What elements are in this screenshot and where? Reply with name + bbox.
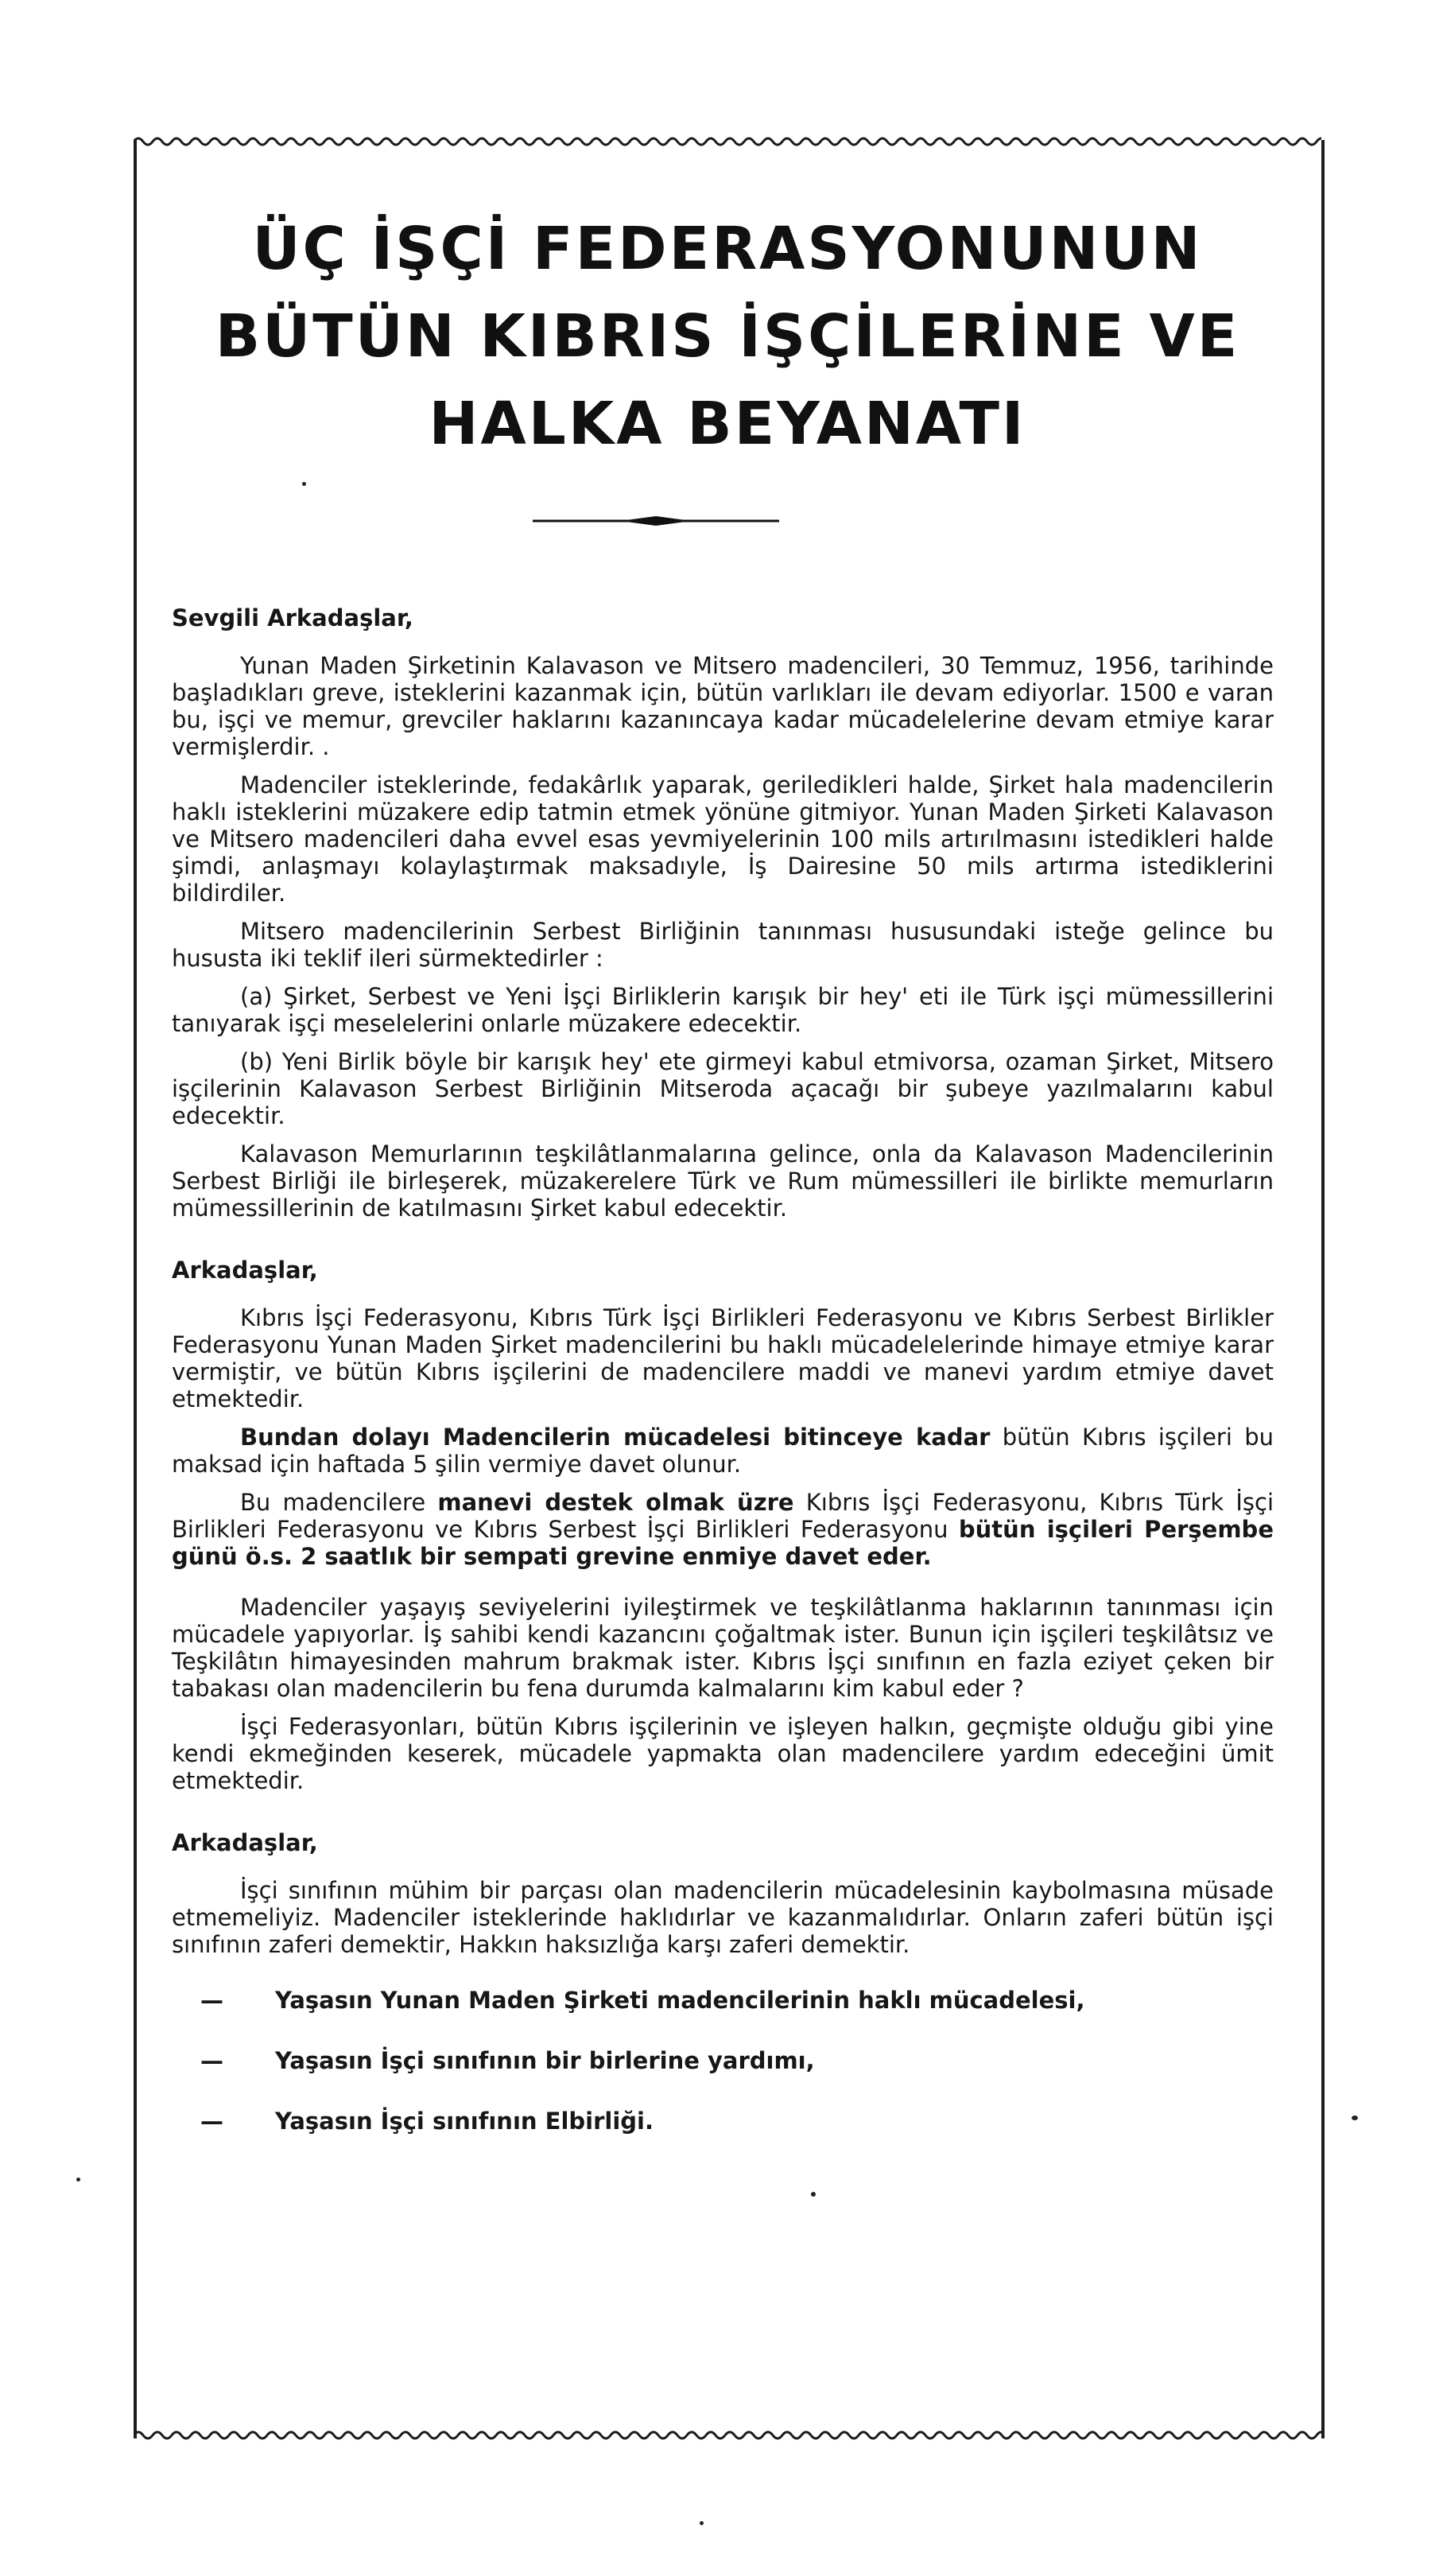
print-speck bbox=[1352, 2116, 1358, 2120]
slogan-dash: — bbox=[200, 2047, 223, 2074]
salutation-heading: Sevgili Arkadaşlar, bbox=[172, 604, 413, 631]
paragraph-officials: Kalavason Memurlarının teşkilâtlanmalarına gelince, onla da Kalavason Madencilerinin Serbest Birliği ile birleşerek, müzakerelere Türk ve Rum mümessilleri ile birlikte memurların mümessillerinin de katılmasını Şirket kabul edecektir. bbox=[172, 1140, 1274, 1222]
top-wavy-border bbox=[134, 134, 1321, 150]
sympathy-text-b: Kıbrıs İşçi Federasyonu, Kıbrıs Türk İşçi Birlikleri Federasyonu ve Kıbrıs Serbest İşçi Birlikleri Federasyonu bbox=[172, 1489, 1274, 1543]
slogan-text: Yaşasın İşçi sınıfının bir birlerine yardımı, bbox=[275, 2047, 815, 2074]
print-speck bbox=[76, 2178, 80, 2182]
paragraph-proposal-a: (a) Şirket, Serbest ve Yeni İşçi Birliklerin karışık bir hey' eti ile Türk işçi mümessillerini tanıyarak işçi meselelerini onlarle müzakere edecektir. bbox=[172, 983, 1274, 1037]
paragraph-demands: Madenciler isteklerinde, fedakârlık yaparak, geriledikleri halde, Şirket hala madencilerin haklı isteklerini müzakere edip tatmin etmek yönüne gitmiyor. Yunan Maden Şirketi Kalavason ve Mitsero madencileri daha evvel esas yevmiyelerinin 100 mils artırılmasını istedikleri halde şimdi, anlaşmayı kolaylaştırmak maksadıyle, İş Dairesine 50 mils artırma istediklerini bildirdiler. bbox=[172, 771, 1274, 907]
slogan-item bbox=[200, 1987, 1274, 2014]
contribution-text: bütün Kıbrıs işçileri bu maksad için haftada 5 şilin vermiye davet olunur. bbox=[172, 1424, 1274, 1478]
sympathy-bold-2: bütün işçileri Perşembe günü ö.s. 2 saatlık bir sempati grevine enmiye davet eder. bbox=[172, 1516, 1274, 1570]
print-speck bbox=[811, 2192, 816, 2197]
slogan-dash: — bbox=[200, 2108, 223, 2135]
document-body bbox=[172, 604, 1274, 2168]
slogan-dash: — bbox=[200, 1987, 223, 2014]
salutation-heading-2: Arkadaşlar, bbox=[172, 1257, 318, 1284]
contribution-bold-text: Bundan dolayı Madencilerin mücadelesi bitinceye kadar bbox=[240, 1424, 991, 1451]
paragraph-proposal-b: (b) Yeni Birlik böyle bir karışık hey' ete girmeyi kabul etmivorsa, ozaman Şirket, Mitsero işçilerinin Kalavason Serbest Birliğinin Mitseroda açacağı bir şubeye yazılmalarını kabul edecektir. bbox=[172, 1048, 1274, 1129]
slogan-item bbox=[200, 2047, 1274, 2074]
slogan-list bbox=[172, 1987, 1274, 2135]
bottom-wavy-border bbox=[134, 2427, 1321, 2443]
paragraph-union-proposal: Mitsero madencilerinin Serbest Birliğinin tanınması hususundaki isteğe gelince bu hususta iki teklif ileri sürmektedirler : bbox=[172, 918, 1274, 972]
paragraph-solidarity: İşçi Federasyonları, bütün Kıbrıs işçilerinin ve işleyen halkın, geçmişte olduğu gibi yine kendi ekmeğinden keserek, mücadele yapmakta olan madencilere yardım edeceğini ümit etmektedir. bbox=[172, 1713, 1274, 1794]
slogan-text: Yaşasın Yunan Maden Şirketi madencilerinin haklı mücadelesi, bbox=[275, 1987, 1085, 2014]
paragraph-contribution bbox=[172, 1424, 1274, 1478]
title-line-2: BÜTÜN KIBRIS İŞÇİLERİNE VE bbox=[215, 302, 1240, 371]
title-line-1: ÜÇ İŞÇİ FEDERASYONUNUN bbox=[252, 215, 1203, 283]
slogan-item bbox=[200, 2108, 1274, 2135]
print-speck bbox=[302, 482, 306, 486]
sympathy-bold-1: manevi destek olmak üzre bbox=[437, 1489, 794, 1516]
sympathy-text-a: Bu madencilere bbox=[240, 1489, 438, 1516]
title-divider-ornament bbox=[533, 513, 779, 529]
salutation-heading-3: Arkadaşlar, bbox=[172, 1829, 318, 1856]
paragraph-living-standards: Madenciler yaşayış seviyelerini iyileştirmek ve teşkilâtlanma haklarının tanınması için mücadele yapıyorlar. İş sahibi kendi kazancını çoğaltmak ister. Bunun için işçileri teşkilâtsız ve Teşkilâtın himayesinden mahrum brakmak ister. Kıbrıs İşçi sınıfının en fazla eziyet çeken bir tabakası olan madencilerin bu fena durumda kalmalarını kim kabul eder ? bbox=[172, 1594, 1274, 1702]
paragraph-federations: Kıbrıs İşçi Federasyonu, Kıbrıs Türk İşçi Birlikleri Federasyonu ve Kıbrıs Serbest Birlikler Federasyonu Yunan Maden Şirket madencilerini bu haklı mücadelelerinde himaye etmiye karar vermiştir, ve bütün Kıbrıs işçilerini de madencilere maddi ve manevi yardım etmiye davet etmektedir. bbox=[172, 1304, 1274, 1412]
paragraph-sympathy-strike bbox=[172, 1489, 1274, 1570]
title-line-3: HALKA BEYANATI bbox=[429, 390, 1026, 458]
print-speck bbox=[700, 2521, 704, 2525]
paragraph-strike-intro: Yunan Maden Şirketinin Kalavason ve Mitsero madencileri, 30 Temmuz, 1956, tarihinde başladıkları greve, isteklerini kazanmak için, bütün varlıkları ile devam ediyorlar. 1500 e varan bu, işçi ve memur, grevciler haklarını kazanıncaya kadar mücadelelerine devam etmiye karar vermişlerdir. . bbox=[172, 652, 1274, 760]
paragraph-victory: İşçi sınıfının mühim bir parçası olan madencilerin mücadelesinin kaybolmasına müsade etmemeliyiz. Madenciler isteklerinde haklıdırlar ve kazanmalıdırlar. Onların zaferi bütün işçi sınıfının zaferi demektir, Hakkın haksızlığa karşı zaferi demektir. bbox=[172, 1877, 1274, 1958]
slogan-text: Yaşasın İşçi sınıfının Elbirliği. bbox=[275, 2108, 654, 2135]
